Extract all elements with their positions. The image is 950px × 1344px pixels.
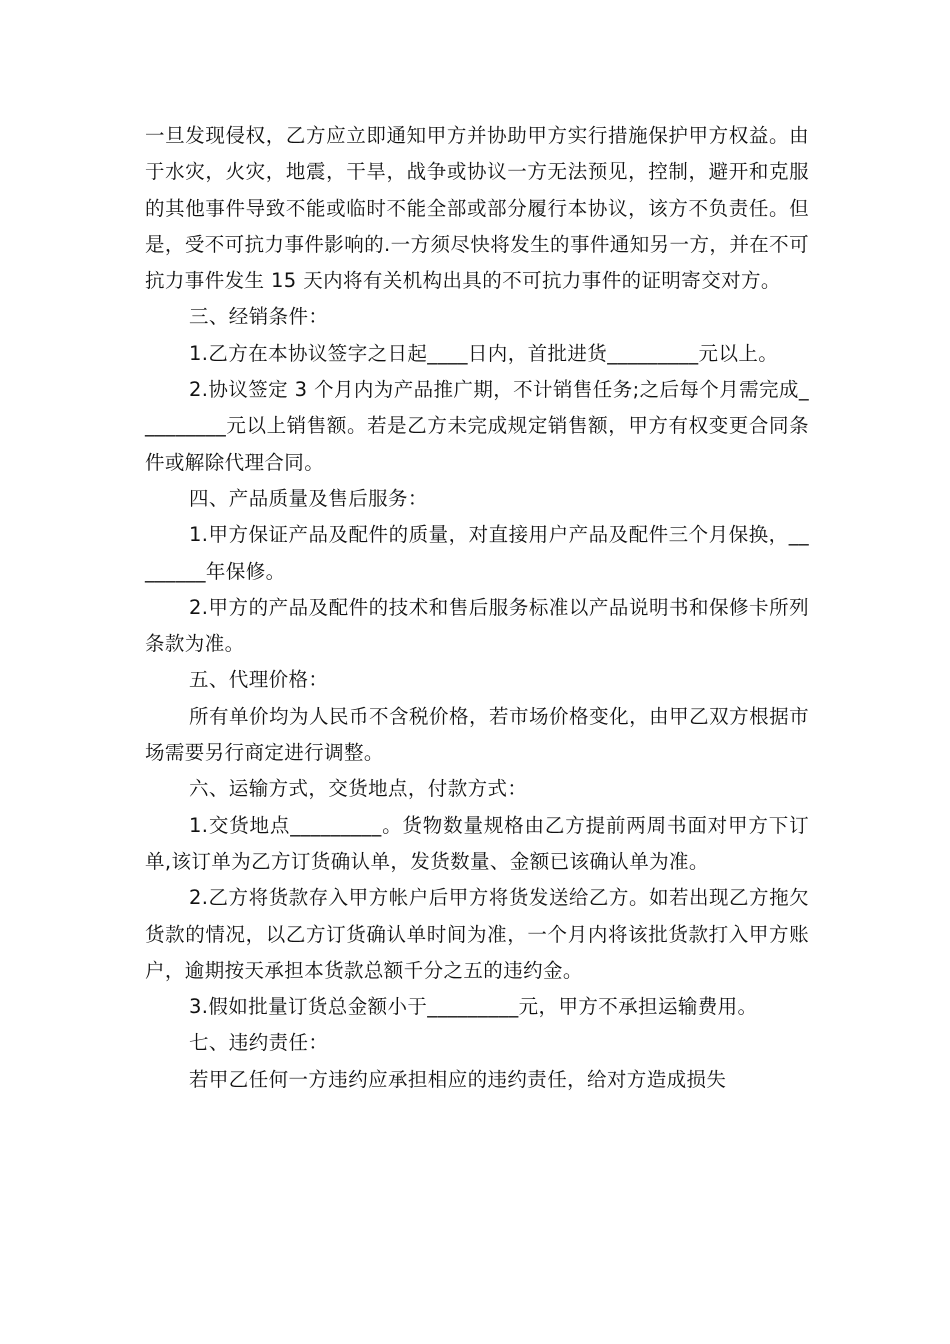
section-heading-agency-price: 五、代理价格： bbox=[189, 668, 329, 692]
clause-3-1: 1.乙方在本协议签字之日起____日内，首批进货_________元以上。 bbox=[189, 341, 779, 365]
clause-7-body: 若甲乙任何一方违约应承担相应的违约责任，给对方造成损失 bbox=[189, 1067, 727, 1091]
clause-6-3: 3.假如批量订货总金额小于_________元，甲方不承担运输费用。 bbox=[189, 995, 758, 1019]
clause-6-2: 2.乙方将货款存入甲方帐户后甲方将货发送给乙方。如若出现乙方拖欠货款的情况，以乙方订货确认单时间为准，一个月内将该批货款打入甲方账户，逾期按天承担本货款总额千分之五的违约金。 bbox=[145, 886, 809, 982]
section-heading-transport-payment: 六、运输方式，交货地点，付款方式： bbox=[189, 777, 528, 801]
section-heading-quality-service: 四、产品质量及售后服务： bbox=[189, 486, 428, 510]
clause-3-2: 2.协议签定 3 个月内为产品推广期，不计销售任务;之后每个月需完成_________元以上销售额。若是乙方未完成规定销售额，甲方有权变更合同条件或解除代理合同。 bbox=[145, 378, 809, 474]
section-heading-distribution-terms: 三、经销条件： bbox=[189, 305, 329, 329]
paragraph-force-majeure: 一旦发现侵权，乙方应立即通知甲方并协助甲方实行措施保护甲方权益。由于水灾，火灾，地震，干旱，战争或协议一方无法预见，控制，避开和克服的其他事件导致不能或临时不能全部或部分履行本协议，该方不负责任。但是，受不可抗力事件影响的.一方须尽快将发生的事件通知另一方，并在不可抗力事件发生 15 天内将有关机构出具的不可抗力事件的证明寄交对方。 bbox=[145, 124, 809, 293]
document-page bbox=[145, 118, 809, 1098]
clause-4-1: 1.甲方保证产品及配件的质量，对直接用户产品及配件三个月保换，________年保修。 bbox=[145, 523, 809, 583]
clause-5-body: 所有单价均为人民币不含税价格，若市场价格变化，由甲乙双方根据市场需要另行商定进行调整。 bbox=[145, 704, 809, 765]
clause-4-2: 2.甲方的产品及配件的技术和售后服务标准以产品说明书和保修卡所列条款为准。 bbox=[145, 595, 809, 656]
clause-6-1: 1.交货地点_________。货物数量规格由乙方提前两周书面对甲方下订单,该订单为乙方订货确认单，发货数量、金额已该确认单为准。 bbox=[145, 813, 809, 873]
section-heading-breach-liability: 七、违约责任： bbox=[189, 1031, 329, 1055]
